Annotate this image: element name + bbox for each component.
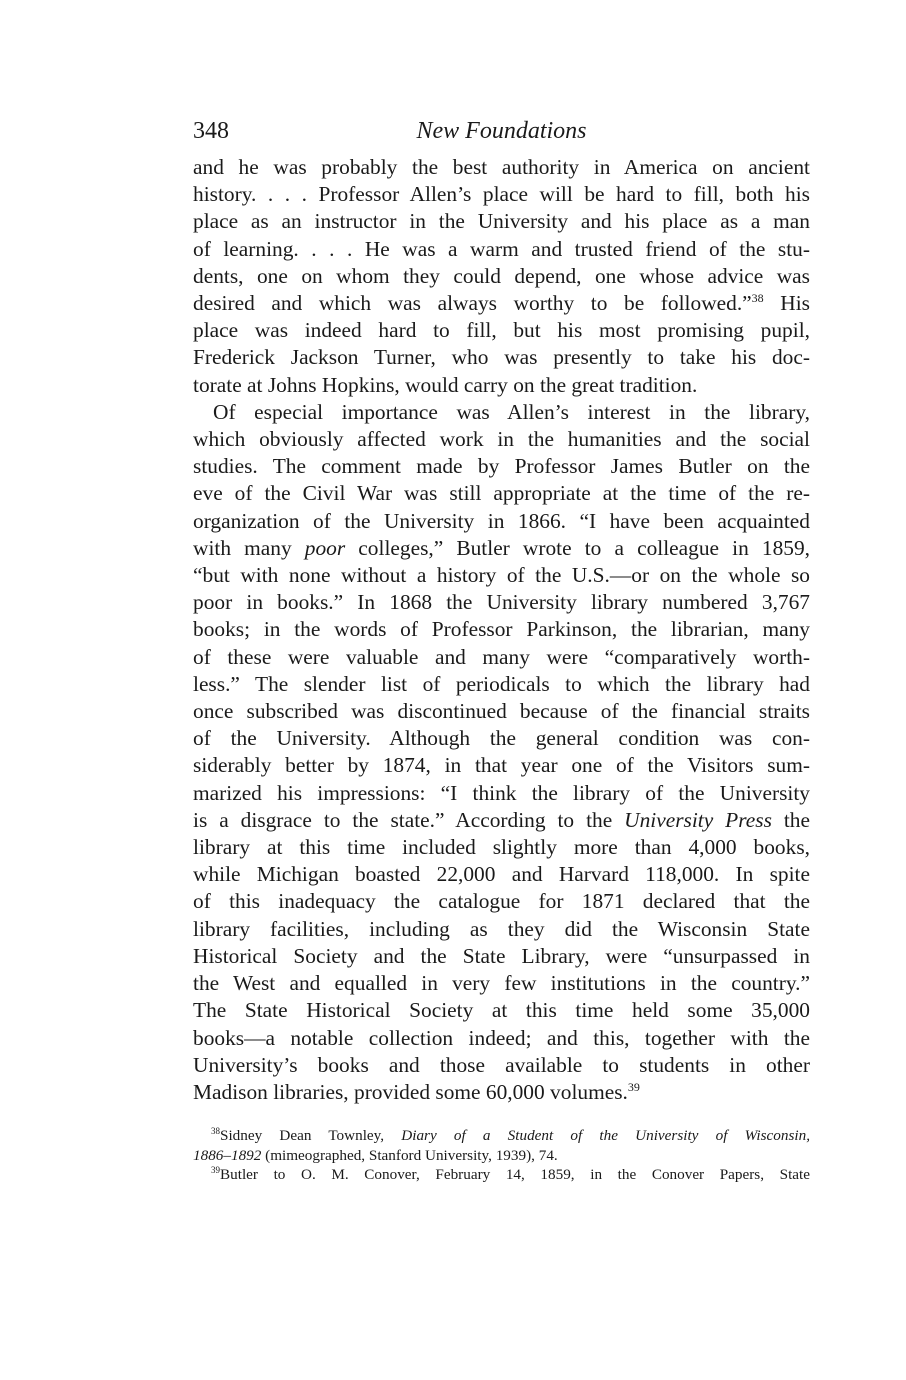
- text-line: eve of the Civil War was still appropriate at the time of the re-: [193, 481, 810, 506]
- text-line: of the University. Although the general condition was con-: [193, 726, 810, 751]
- footnote-reference: 39: [627, 1079, 640, 1094]
- text-line: the West and equalled in very few institutions in the country.”: [193, 971, 810, 996]
- text-line: of this inadequacy the catalogue for 1871 declared that the: [193, 889, 810, 914]
- text-line: The State Historical Society at this time held some 35,000: [193, 998, 810, 1023]
- text-segment: (mimeographed, Stanford University, 1939), 74.: [261, 1146, 558, 1164]
- text-line: history. . . . Professor Allen’s place will be hard to fill, both his: [193, 182, 810, 207]
- footnote-mark: 39: [211, 1165, 220, 1176]
- text-line: Of especial importance was Allen’s interest in the library,: [213, 399, 810, 424]
- text-line: [193, 807, 810, 834]
- text-line: of these were valuable and many were “comparatively worth-: [193, 644, 810, 669]
- footnote-38: [193, 1126, 810, 1165]
- footnote-39: [193, 1165, 810, 1185]
- footnote-line: [193, 1126, 810, 1146]
- text-line: which obviously affected work in the humanities and the social: [193, 427, 810, 452]
- running-head: [193, 118, 810, 154]
- page-number: 348: [193, 118, 229, 144]
- italic-text: Diary of a Student of the University of Wisconsin,: [401, 1127, 810, 1145]
- text-line: Frederick Jackson Turner, who was presently to take his doc-: [193, 345, 810, 370]
- footnote-mark: 38: [211, 1126, 220, 1137]
- text-line: while Michigan boasted 22,000 and Harvard 118,000. In spite: [193, 862, 810, 887]
- text-line: library facilities, including as they did the Wisconsin State: [193, 916, 810, 941]
- text-segment: with many: [193, 535, 305, 560]
- paragraph-2: [193, 399, 810, 1106]
- text-segment: Butler to O. M. Conover, February 14, 1859, in the Conover Papers, State: [220, 1166, 810, 1184]
- text-segment: colleges,” Butler wrote to a colleague in 1859,: [345, 535, 811, 560]
- italic-text: University Press: [624, 807, 772, 832]
- running-title: New Foundations: [416, 118, 587, 144]
- text-line: of learning. . . . He was a warm and trusted friend of the stu-: [193, 236, 810, 261]
- footnote-reference: 38: [751, 290, 764, 305]
- book-page: [193, 118, 810, 1185]
- text-line: “but with none without a history of the U.S.—or on the whole so: [193, 563, 810, 588]
- text-segment: desired and which was always worthy to be followed.”: [193, 291, 752, 316]
- text-line: place was indeed hard to fill, but his most promising pupil,: [193, 318, 810, 343]
- text-line: studies. The comment made by Professor James Butler on the: [193, 454, 810, 479]
- text-segment: Madison libraries, provided some 60,000 volumes.: [193, 1079, 628, 1104]
- footnote-line: [193, 1165, 810, 1185]
- text-line: books; in the words of Professor Parkinson, the librarian, many: [193, 617, 810, 642]
- footnote-line: [193, 1146, 810, 1166]
- text-line: Historical Society and the State Library, were “unsurpassed in: [193, 943, 810, 968]
- italic-text: poor: [304, 535, 346, 560]
- text-line: organization of the University in 1866. “I have been acquainted: [193, 508, 810, 533]
- footnotes: [193, 1126, 810, 1185]
- text-segment: the: [771, 807, 810, 832]
- paragraph-1: [193, 154, 810, 399]
- text-line: [193, 290, 810, 317]
- text-line: less.” The slender list of periodicals to which the library had: [193, 671, 810, 696]
- text-segment: is a disgrace to the state.” According to the: [193, 807, 625, 832]
- text-line: [193, 535, 810, 562]
- text-line: place as an instructor in the University and his place as a man: [193, 209, 810, 234]
- italic-text: 1886–1892: [193, 1146, 262, 1164]
- text-line: library at this time included slightly more than 4,000 books,: [193, 835, 810, 860]
- text-line: marized his impressions: “I think the library of the University: [193, 780, 810, 805]
- text-line: poor in books.” In 1868 the University library numbered 3,767: [193, 590, 810, 615]
- text-line: [193, 1079, 810, 1106]
- text-line: books—a notable collection indeed; and this, together with the: [193, 1025, 810, 1050]
- text-segment: Sidney Dean Townley,: [220, 1127, 402, 1145]
- text-line: dents, one on whom they could depend, one whose advice was: [193, 263, 810, 288]
- text-line: once subscribed was discontinued because of the financial straits: [193, 699, 810, 724]
- text-line: and he was probably the best authority in America on ancient: [193, 155, 810, 179]
- text-line: torate at Johns Hopkins, would carry on the great tradition.: [193, 372, 698, 397]
- text-line: siderably better by 1874, in that year one of the Visitors sum-: [193, 753, 810, 778]
- text-segment: His: [763, 291, 810, 316]
- text-line: University’s books and those available to students in other: [193, 1052, 810, 1077]
